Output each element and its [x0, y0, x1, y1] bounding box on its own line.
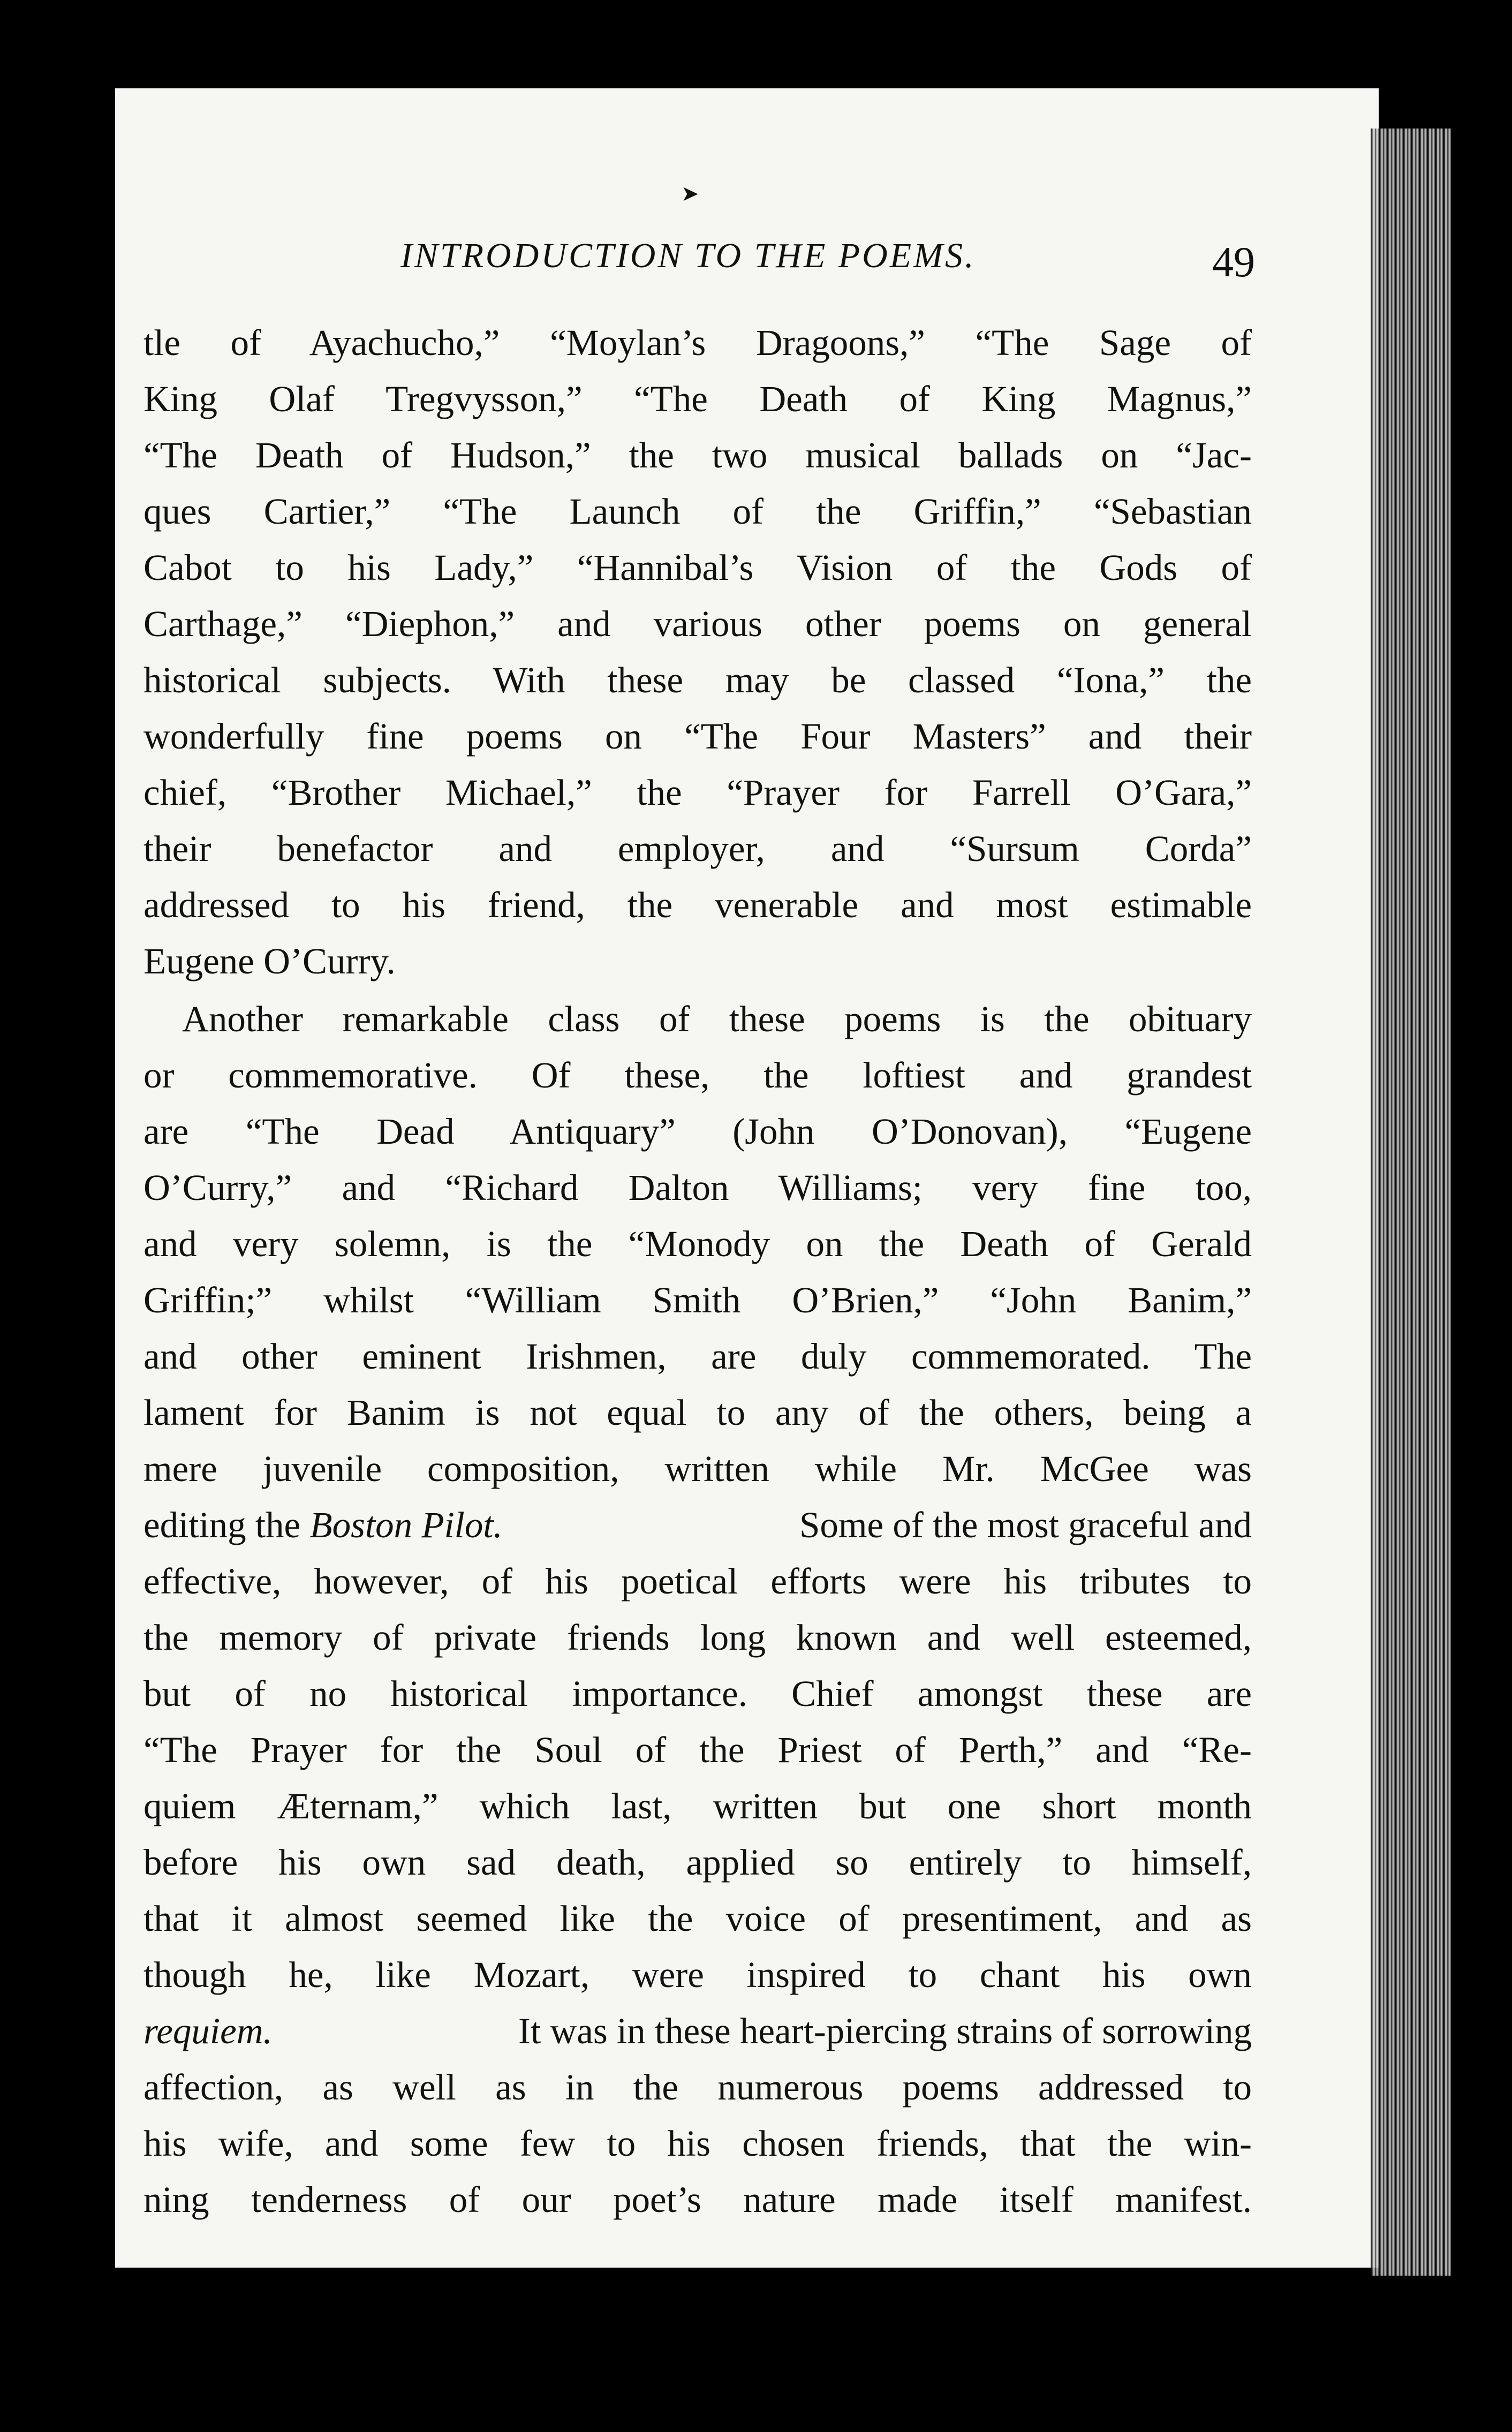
- page-number: 49: [1212, 239, 1255, 286]
- text-line: “The Prayer for the Soul of the Priest of Perth,” and “Re-: [143, 1729, 1252, 1770]
- text-line-with-italic: [143, 1496, 1252, 1554]
- text-segment: It was in these heart-piercing strains of sorrowing: [518, 2011, 1252, 2051]
- text-line: chief, “Brother Michael,” the “Prayer for Farrell O’Gara,”: [143, 772, 1252, 813]
- text-line: are “The Dead Antiquary” (John O’Donovan), “Eugene: [143, 1111, 1252, 1152]
- text-line: before his own sad death, applied so entirely to himself,: [143, 1842, 1252, 1883]
- printer-mark: ➤: [681, 182, 699, 206]
- running-head: INTRODUCTION TO THE POEMS.: [400, 236, 976, 275]
- text-line: quiem Æternam,” which last, written but one short month: [143, 1786, 1252, 1826]
- text-segment: [143, 1496, 503, 1554]
- text-line: his wife, and some few to his chosen friends, that the win-: [143, 2123, 1252, 2164]
- text-line: ning tenderness of our poet’s nature made itself manifest.: [143, 2179, 1252, 2220]
- text-line: historical subjects. With these may be classed “Iona,” the: [143, 660, 1252, 700]
- text-line: their benefactor and employer, and “Sursum Corda”: [143, 828, 1252, 869]
- text-line: Cabot to his Lady,” “Hannibal’s Vision of the Gods of: [143, 547, 1252, 588]
- text-line: effective, however, of his poetical efforts were his tributes to: [143, 1561, 1252, 1602]
- text-line: addressed to his friend, the venerable and most estimable: [143, 885, 1252, 925]
- text-line: King Olaf Tregvysson,” “The Death of King Magnus,”: [143, 379, 1252, 419]
- text-line: affection, as well as in the numerous poems addressed to: [143, 2067, 1252, 2108]
- text-line: and very solemn, is the “Monody on the Death of Gerald: [143, 1223, 1252, 1264]
- text-line: ques Cartier,” “The Launch of the Griffin,” “Sebastian: [143, 491, 1252, 532]
- text-line: “The Death of Hudson,” the two musical ballads on “Jac-: [143, 435, 1252, 475]
- text-line: the memory of private friends long known and well esteemed,: [143, 1617, 1252, 1658]
- text-line: mere juvenile composition, written while Mr. McGee was: [143, 1448, 1252, 1489]
- text-line: though he, like Mozart, were inspired to chant his own: [143, 1954, 1252, 1995]
- italic-title: Boston Pilot.: [309, 1505, 503, 1545]
- text-segment: Some of the most graceful and: [799, 1505, 1252, 1545]
- text-line: Eugene O’Curry.: [143, 941, 396, 981]
- text-line: Griffin;” whilst “William Smith O’Brien,” “John Banim,”: [143, 1280, 1252, 1320]
- text-line: O’Curry,” and “Richard Dalton Williams; very fine too,: [143, 1167, 1252, 1208]
- text-segment: editing the: [143, 1505, 301, 1545]
- text-line: Carthage,” “Diephon,” and various other poems on general: [143, 603, 1252, 644]
- text-line: wonderfully fine poems on “The Four Masters” and their: [143, 716, 1252, 757]
- text-line-with-italic: [143, 2002, 1252, 2060]
- text-line: or commemorative. Of these, the loftiest and grandest: [143, 1055, 1252, 1096]
- text-line: lament for Banim is not equal to any of the others, being a: [143, 1392, 1252, 1433]
- page-edge-scan-noise: [1371, 129, 1451, 2276]
- text-line: tle of Ayachucho,” “Moylan’s Dragoons,” “The Sage of: [143, 322, 1252, 363]
- text-line: that it almost seemed like the voice of presentiment, and as: [143, 1898, 1252, 1939]
- text-line: and other eminent Irishmen, are duly commemorated. The: [143, 1336, 1252, 1377]
- text-line: Another remarkable class of these poems is the obituary: [182, 999, 1252, 1039]
- text-line: but of no historical importance. Chief amongst these are: [143, 1673, 1252, 1714]
- italic-word: requiem.: [143, 2011, 273, 2051]
